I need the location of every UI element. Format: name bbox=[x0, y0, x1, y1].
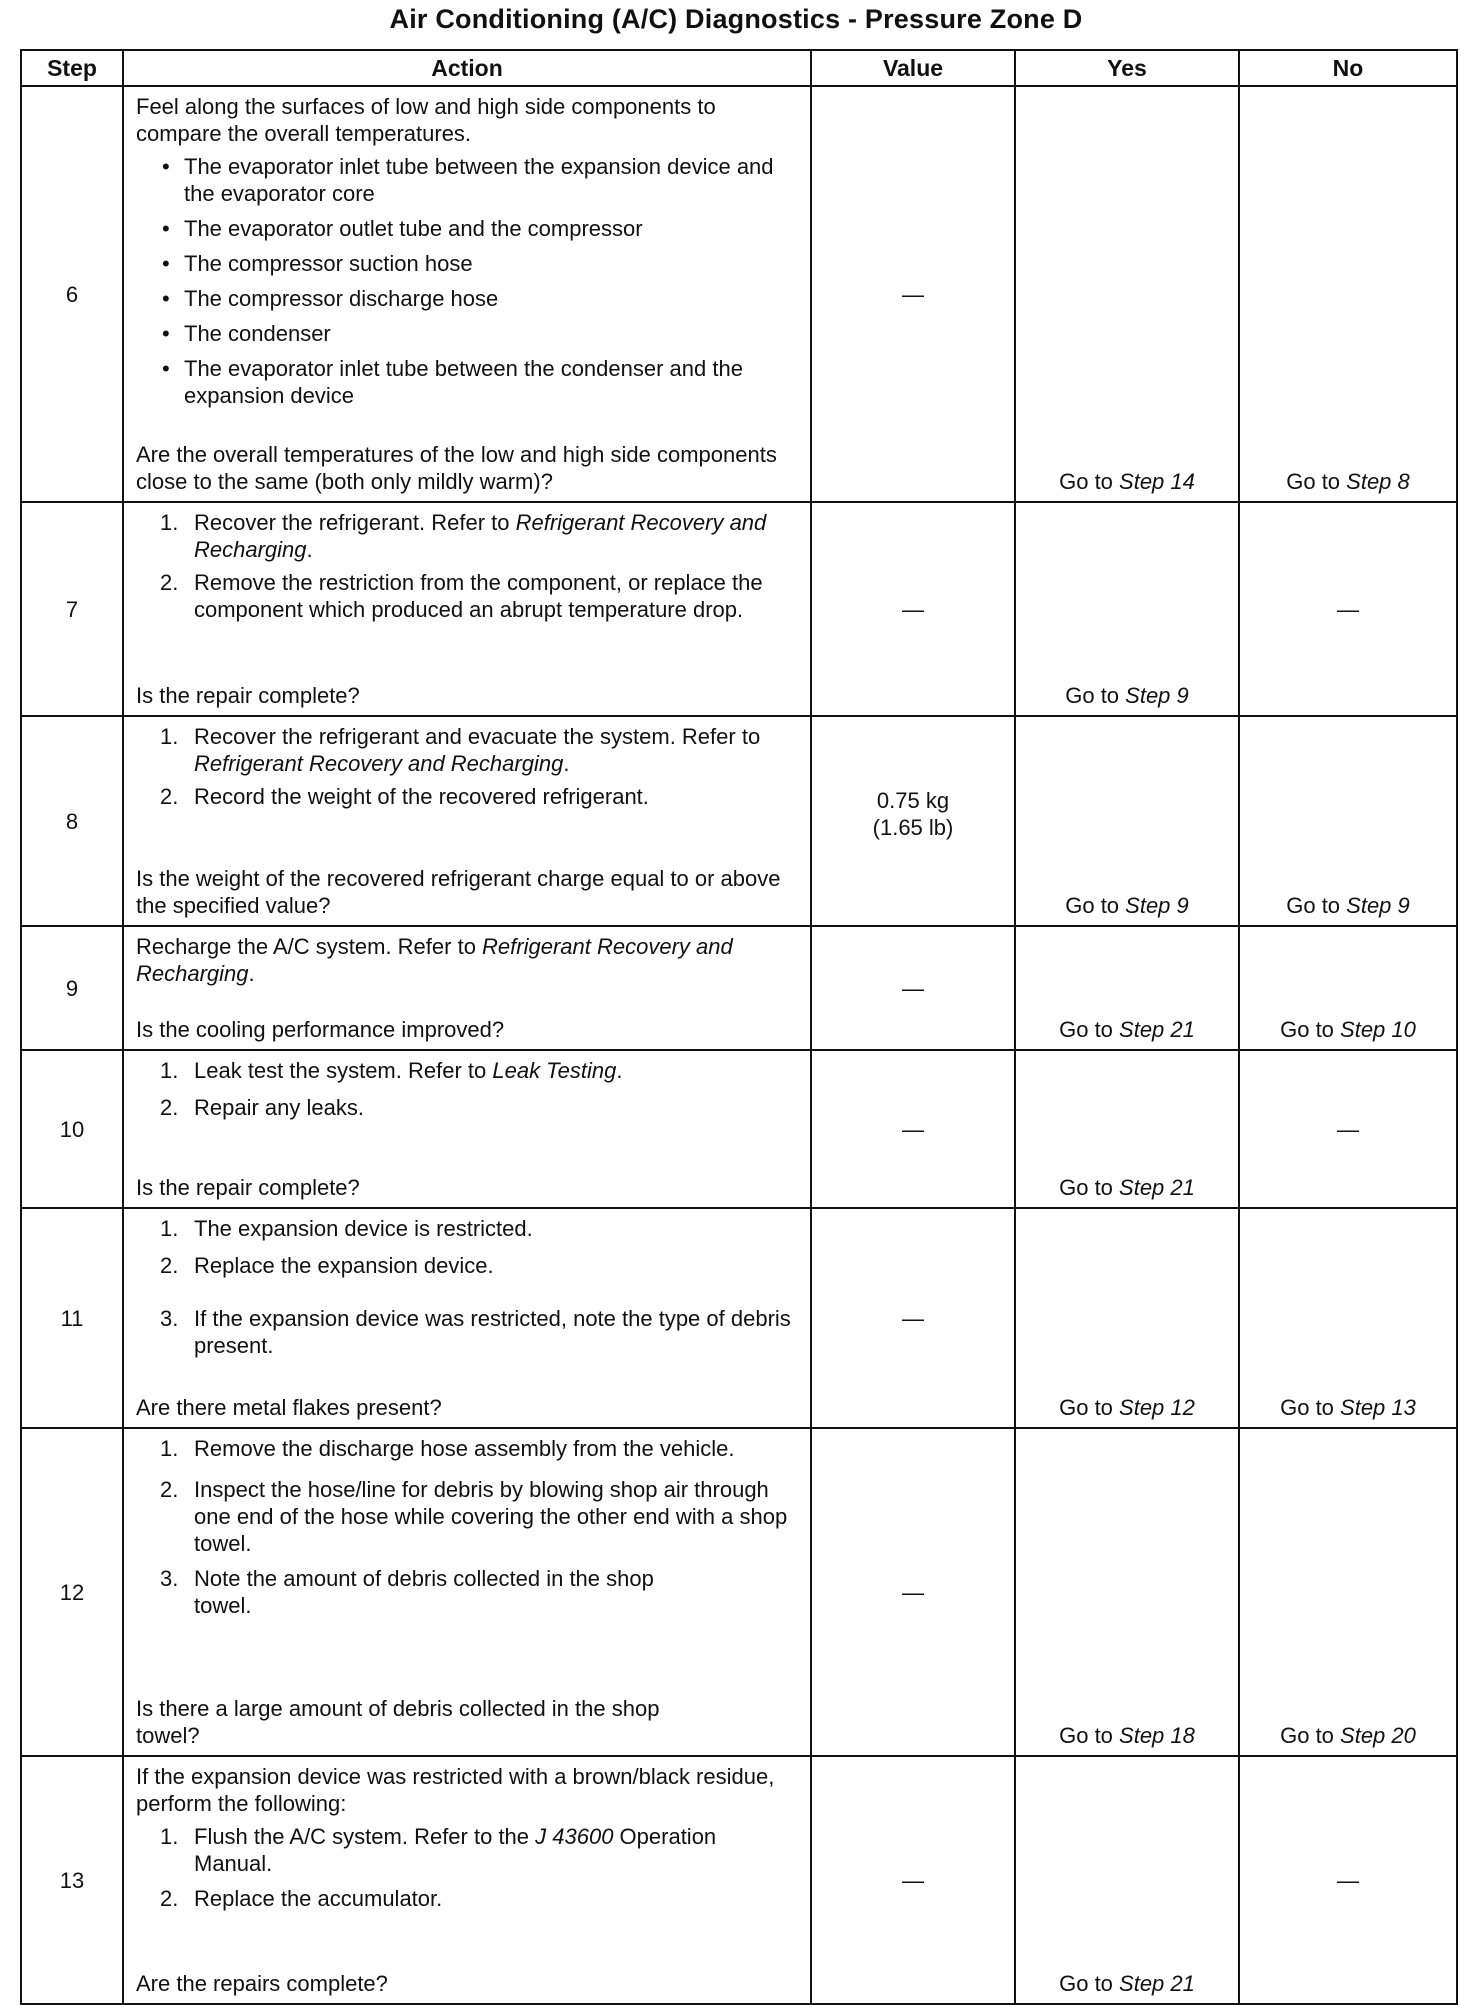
numbered-list bbox=[136, 1215, 798, 1365]
table-row-step-12 bbox=[21, 1428, 1457, 1756]
action-question: Are there metal flakes present? bbox=[136, 1395, 442, 1420]
bullet-item: • The condenser bbox=[184, 320, 798, 347]
yes-cell bbox=[1015, 1050, 1239, 1208]
step-number: 8 bbox=[21, 716, 123, 926]
action-intro: Feel along the surfaces of low and high side components to compare the overall temperatures. bbox=[136, 94, 716, 146]
numbered-list bbox=[136, 723, 798, 816]
table-row-step-10 bbox=[21, 1050, 1457, 1208]
value-cell: — bbox=[811, 86, 1015, 502]
value-cell: — bbox=[811, 1050, 1015, 1208]
yes-cell bbox=[1015, 1428, 1239, 1756]
bullet-item: • The evaporator outlet tube and the compressor bbox=[184, 215, 798, 242]
action-cell bbox=[123, 926, 811, 1050]
numbered-list bbox=[136, 1823, 798, 1918]
value-cell: — bbox=[811, 502, 1015, 716]
step-ref-link[interactable]: Step 21 bbox=[1119, 1175, 1195, 1200]
value-cell: — bbox=[811, 1208, 1015, 1428]
header-value: Value bbox=[811, 50, 1015, 86]
step-number: 13 bbox=[21, 1756, 123, 2004]
go-to-text: Go to bbox=[1059, 469, 1120, 494]
go-to-text: Go to bbox=[1286, 893, 1347, 918]
value-cell: — bbox=[811, 1428, 1015, 1756]
no-cell: — bbox=[1239, 502, 1457, 716]
action-cell bbox=[123, 1050, 811, 1208]
header-row bbox=[21, 50, 1457, 86]
reference-link[interactable]: Refrigerant Recovery and Recharging bbox=[194, 510, 767, 562]
step-number: 7 bbox=[21, 502, 123, 716]
no-cell bbox=[1239, 926, 1457, 1050]
step-number: 6 bbox=[21, 86, 123, 502]
list-item: 1. Remove the discharge hose assembly from the vehicle. bbox=[160, 1436, 735, 1461]
action-cell bbox=[123, 1756, 811, 2004]
list-item: 1. Leak test the system. Refer to Leak Testing. bbox=[160, 1058, 623, 1083]
step-ref-link[interactable]: Step 18 bbox=[1119, 1723, 1195, 1748]
bullet-list bbox=[136, 153, 798, 417]
value-metric: 0.75 kg bbox=[876, 788, 950, 813]
step-ref-link[interactable]: Step 20 bbox=[1340, 1723, 1416, 1748]
table-row-step-13 bbox=[21, 1756, 1457, 2004]
step-ref-link[interactable]: Step 21 bbox=[1119, 1017, 1195, 1042]
diagnostic-table bbox=[20, 49, 1458, 2005]
value-cell: — bbox=[811, 926, 1015, 1050]
go-to-text: Go to bbox=[1059, 1175, 1120, 1200]
go-to-text: Go to bbox=[1059, 1723, 1120, 1748]
action-question: Are the repairs complete? bbox=[136, 1971, 388, 1996]
action-intro: If the expansion device was restricted with a brown/black residue, perform the following: bbox=[136, 1764, 775, 1816]
header-step: Step bbox=[21, 50, 123, 86]
action-question: Is the cooling performance improved? bbox=[136, 1017, 505, 1042]
action-question: Are the overall temperatures of the low and high side components close to the same (both only mildly warm)? bbox=[136, 442, 777, 494]
action-cell bbox=[123, 1428, 811, 1756]
list-item: 1. Recover the refrigerant. Refer to Refrigerant Recovery and Recharging. bbox=[160, 510, 767, 562]
list-item: 3. If the expansion device was restricted, note the type of debris present. bbox=[160, 1306, 791, 1358]
yes-cell bbox=[1015, 1756, 1239, 2004]
action-cell bbox=[123, 86, 811, 502]
go-to-text: Go to bbox=[1065, 683, 1126, 708]
yes-cell bbox=[1015, 716, 1239, 926]
table-row-step-7 bbox=[21, 502, 1457, 716]
bullet-item: • The compressor suction hose bbox=[184, 250, 798, 277]
yes-cell bbox=[1015, 86, 1239, 502]
header-action: Action bbox=[123, 50, 811, 86]
step-ref-link[interactable]: Step 10 bbox=[1340, 1017, 1416, 1042]
list-item: 2. Remove the restriction from the component, or replace the component which produced an abrupt temperature drop. bbox=[160, 570, 763, 622]
list-item: 1. The expansion device is restricted. bbox=[160, 1216, 533, 1241]
step-ref-link[interactable]: Step 9 bbox=[1346, 893, 1410, 918]
header-yes: Yes bbox=[1015, 50, 1239, 86]
reference-link[interactable]: Leak Testing bbox=[492, 1058, 617, 1083]
step-ref-link[interactable]: Step 9 bbox=[1125, 683, 1189, 708]
step-ref-link[interactable]: Step 21 bbox=[1119, 1971, 1195, 1996]
step-number: 12 bbox=[21, 1428, 123, 1756]
table-row-step-9 bbox=[21, 926, 1457, 1050]
action-question: Is there a large amount of debris collected in the shop towel? bbox=[136, 1696, 660, 1748]
table-row-step-6 bbox=[21, 86, 1457, 502]
step-ref-link[interactable]: Step 12 bbox=[1119, 1395, 1195, 1420]
list-item: 2. Record the weight of the recovered refrigerant. bbox=[160, 784, 649, 809]
list-item: 1. Recover the refrigerant and evacuate the system. Refer to Refrigerant Recovery and Recharging. bbox=[160, 724, 761, 776]
table-row-step-8 bbox=[21, 716, 1457, 926]
numbered-list bbox=[136, 509, 798, 629]
value-imperial: (1.65 lb) bbox=[872, 815, 954, 840]
step-ref-link[interactable]: Step 14 bbox=[1119, 469, 1195, 494]
no-cell bbox=[1239, 86, 1457, 502]
no-cell: — bbox=[1239, 1756, 1457, 2004]
no-cell bbox=[1239, 1428, 1457, 1756]
list-item: 2. Replace the expansion device. bbox=[160, 1253, 494, 1278]
list-item: 2. Replace the accumulator. bbox=[160, 1886, 443, 1911]
go-to-text: Go to bbox=[1059, 1017, 1120, 1042]
yes-cell bbox=[1015, 1208, 1239, 1428]
action-intro: Recharge the A/C system. Refer to Refrigerant Recovery and Recharging. bbox=[136, 934, 733, 986]
go-to-text: Go to bbox=[1286, 469, 1347, 494]
numbered-list bbox=[136, 1057, 798, 1127]
reference-link[interactable]: Refrigerant Recovery and Recharging bbox=[136, 934, 733, 986]
go-to-text: Go to bbox=[1280, 1723, 1341, 1748]
no-cell bbox=[1239, 716, 1457, 926]
reference-link[interactable]: Refrigerant Recovery and Recharging bbox=[194, 751, 564, 776]
action-question: Is the repair complete? bbox=[136, 683, 360, 708]
bullet-item: • The evaporator inlet tube between the expansion device and the evaporator core bbox=[184, 153, 798, 207]
numbered-list bbox=[136, 1435, 798, 1625]
go-to-text: Go to bbox=[1059, 1395, 1120, 1420]
list-item: 2. Inspect the hose/line for debris by blowing shop air through one end of the hose while covering the other end with a shop towel. bbox=[160, 1477, 788, 1556]
go-to-text: Go to bbox=[1280, 1395, 1341, 1420]
step-number: 9 bbox=[21, 926, 123, 1050]
action-cell bbox=[123, 716, 811, 926]
yes-cell bbox=[1015, 926, 1239, 1050]
action-question: Is the weight of the recovered refrigerant charge equal to or above the specified value? bbox=[136, 866, 781, 918]
yes-cell bbox=[1015, 502, 1239, 716]
action-cell bbox=[123, 502, 811, 716]
value-cell bbox=[811, 716, 1015, 926]
no-cell: — bbox=[1239, 1050, 1457, 1208]
go-to-text: Go to bbox=[1065, 893, 1126, 918]
action-cell bbox=[123, 1208, 811, 1428]
list-item: 1. Flush the A/C system. Refer to the J 43600 Operation Manual. bbox=[160, 1824, 717, 1876]
bullet-item: • The evaporator inlet tube between the condenser and the expansion device bbox=[184, 355, 798, 409]
step-ref-link[interactable]: Step 13 bbox=[1340, 1395, 1416, 1420]
go-to-text: Go to bbox=[1280, 1017, 1341, 1042]
list-item: 3. Note the amount of debris collected in the shop towel. bbox=[160, 1566, 654, 1618]
step-ref-link[interactable]: Step 9 bbox=[1125, 893, 1189, 918]
reference-link[interactable]: J 43600 bbox=[535, 1824, 614, 1849]
header-no: No bbox=[1239, 50, 1457, 86]
no-cell bbox=[1239, 1208, 1457, 1428]
bullet-item: • The compressor discharge hose bbox=[184, 285, 798, 312]
list-item: 2. Repair any leaks. bbox=[160, 1095, 364, 1120]
table-row-step-11 bbox=[21, 1208, 1457, 1428]
step-number: 11 bbox=[21, 1208, 123, 1428]
action-question: Is the repair complete? bbox=[136, 1175, 360, 1200]
go-to-text: Go to bbox=[1059, 1971, 1120, 1996]
value-cell: — bbox=[811, 1756, 1015, 2004]
step-ref-link[interactable]: Step 8 bbox=[1346, 469, 1410, 494]
page-title: Air Conditioning (A/C) Diagnostics - Pressure Zone D bbox=[389, 4, 1083, 34]
step-number: 10 bbox=[21, 1050, 123, 1208]
